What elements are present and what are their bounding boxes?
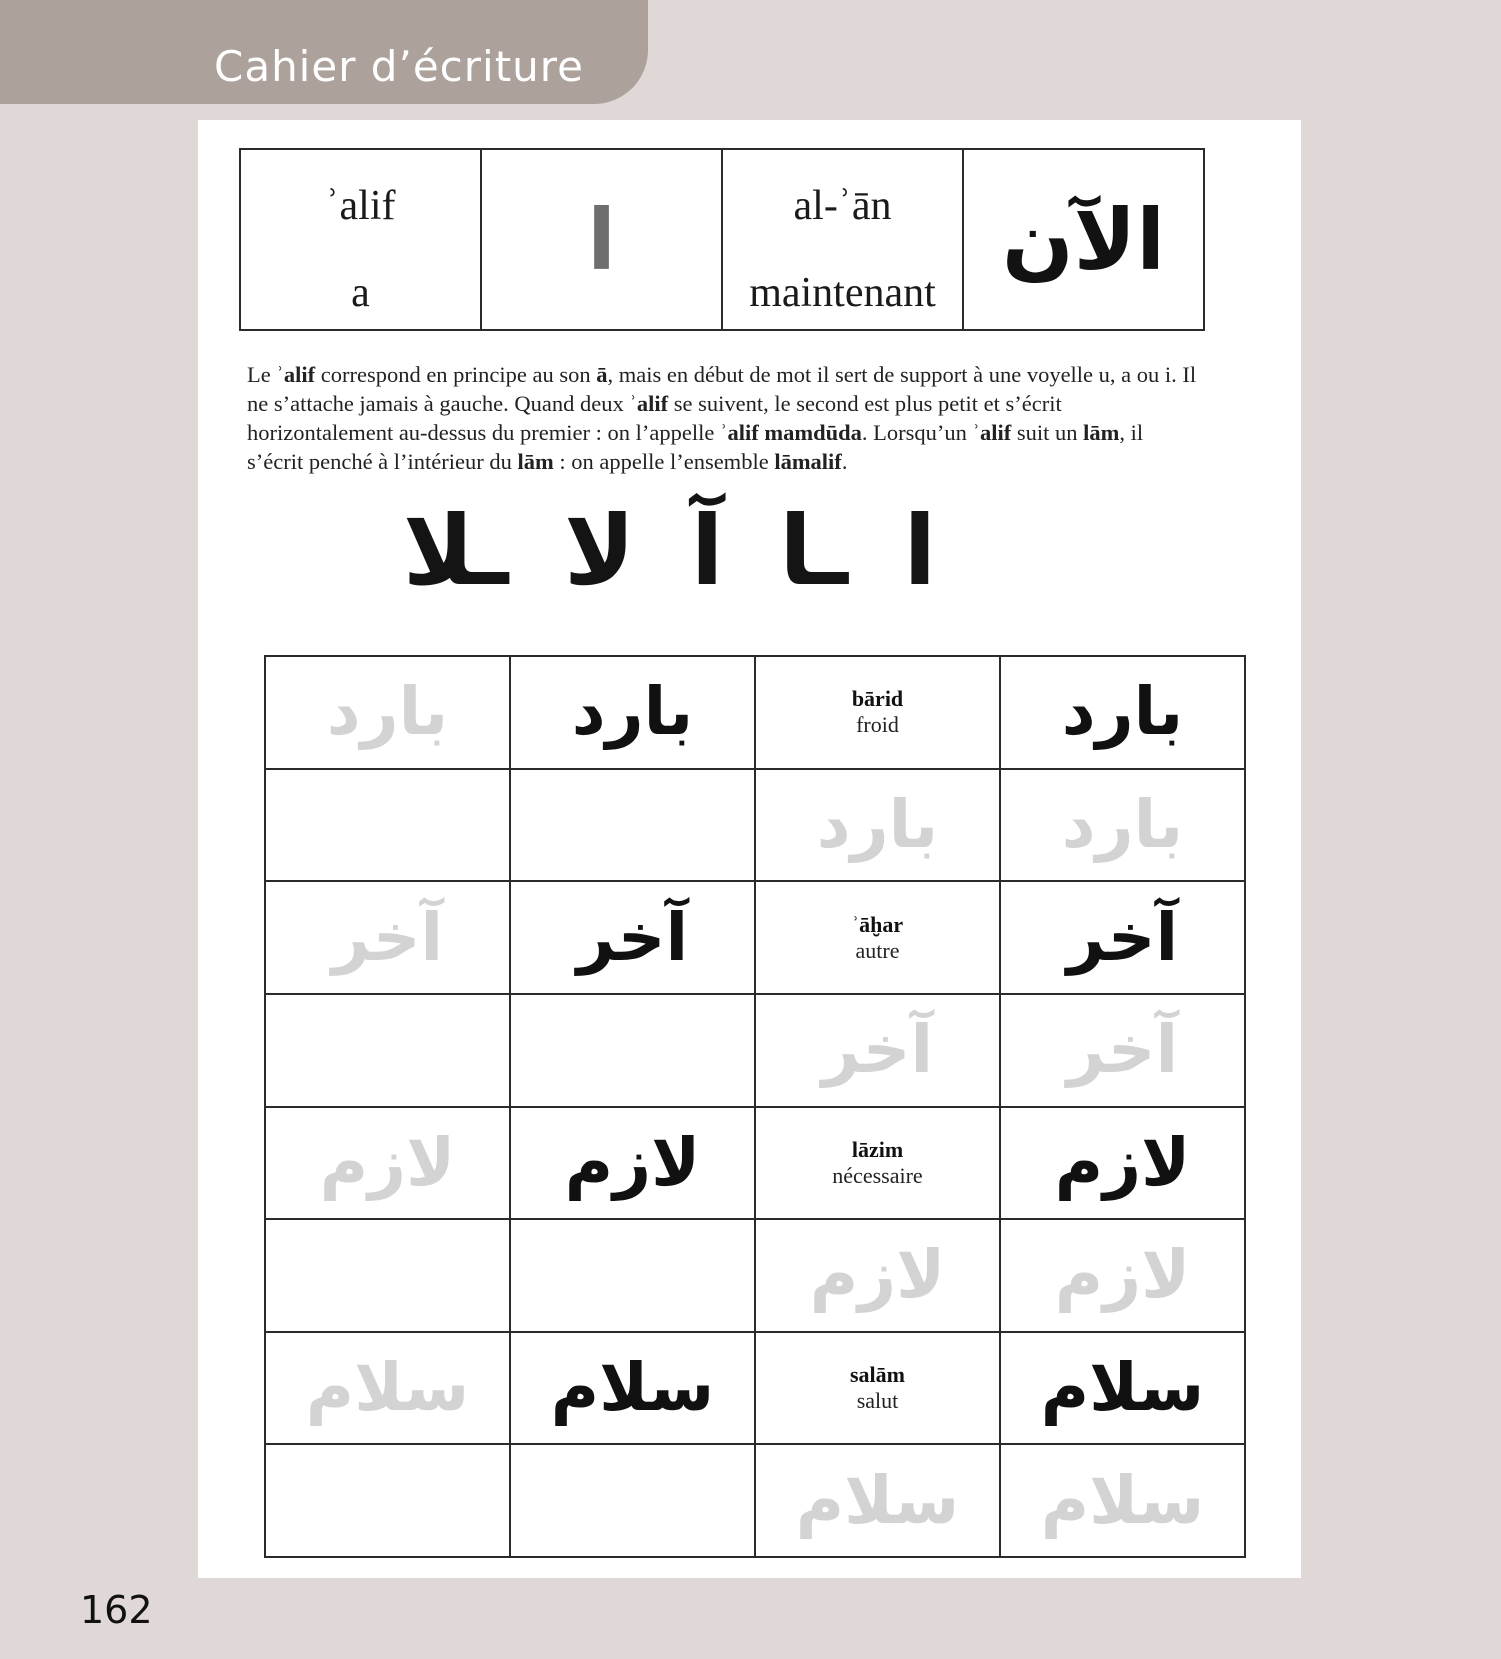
trace-cell[interactable]: [1000, 994, 1245, 1107]
page-number: 162: [80, 1588, 153, 1632]
word-info-cell: [755, 1107, 1000, 1220]
trace-word: سلام: [795, 1461, 960, 1539]
word-info-cell: [755, 656, 1000, 769]
letter-glyph: ا: [587, 190, 616, 289]
model-cell: [510, 1107, 755, 1220]
word-meaning: salut: [856, 1388, 899, 1414]
model-word: بارد: [571, 673, 694, 751]
trace-cell[interactable]: [755, 1444, 1000, 1557]
trace-cell[interactable]: [265, 656, 510, 769]
blank-cell[interactable]: [510, 769, 755, 882]
word-meaning: froid: [856, 712, 899, 738]
trace-word: بارد: [816, 785, 939, 863]
trace-cell[interactable]: [755, 994, 1000, 1107]
blank-cell[interactable]: [265, 994, 510, 1107]
trace-word: سلام: [1040, 1461, 1205, 1539]
letter-sound: a: [351, 270, 370, 316]
word-translit: salām: [850, 1362, 905, 1388]
trace-word: لازم: [809, 1236, 946, 1314]
trace-cell[interactable]: [1000, 1444, 1245, 1557]
trace-word: بارد: [1061, 785, 1184, 863]
header-tab: [0, 0, 648, 104]
trace-word: سلام: [305, 1349, 470, 1427]
blank-cell[interactable]: [265, 769, 510, 882]
word-cell: [1000, 1332, 1245, 1445]
trace-word: بارد: [326, 673, 449, 751]
example-meaning: maintenant: [749, 270, 936, 316]
blank-cell[interactable]: [510, 1219, 755, 1332]
practice-table: [264, 655, 1246, 1558]
model-word: لازم: [564, 1123, 701, 1201]
trace-cell[interactable]: [265, 1332, 510, 1445]
model-word: سلام: [550, 1349, 715, 1427]
trace-word: آخر: [1066, 1011, 1179, 1089]
word-cell: [1000, 1107, 1245, 1220]
trace-cell[interactable]: [1000, 1219, 1245, 1332]
trace-cell[interactable]: [1000, 769, 1245, 882]
word-meaning: nécessaire: [832, 1162, 923, 1188]
main-word: لازم: [1054, 1123, 1191, 1201]
blank-cell[interactable]: [510, 1444, 755, 1557]
example-translit-cell: [722, 149, 963, 330]
word-translit: ʾāḫar: [851, 911, 904, 937]
trace-word: لازم: [1054, 1236, 1191, 1314]
trace-word: لازم: [319, 1123, 456, 1201]
main-word: آخر: [1066, 898, 1179, 976]
trace-cell[interactable]: [265, 881, 510, 994]
example-word-cell: [963, 149, 1204, 330]
trace-word: آخر: [821, 1011, 934, 1089]
blank-cell[interactable]: [510, 994, 755, 1107]
page-title: Cahier d’écriture: [214, 42, 584, 91]
model-cell: [510, 656, 755, 769]
trace-cell[interactable]: [755, 1219, 1000, 1332]
blank-cell[interactable]: [265, 1444, 510, 1557]
worksheet-page: [198, 120, 1301, 1578]
main-word: سلام: [1040, 1349, 1205, 1427]
model-word: آخر: [576, 898, 689, 976]
letter-name: ʾalif: [325, 183, 396, 229]
main-word: بارد: [1061, 673, 1184, 751]
word-cell: [1000, 656, 1245, 769]
example-translit: al-ʾān: [793, 183, 892, 229]
word-info-cell: [755, 1332, 1000, 1445]
word-translit: lāzim: [851, 1136, 904, 1162]
trace-cell[interactable]: [755, 769, 1000, 882]
word-translit: bārid: [851, 686, 904, 712]
trace-cell[interactable]: [265, 1107, 510, 1220]
model-cell: [510, 1332, 755, 1445]
model-cell: [510, 881, 755, 994]
intro-table: [239, 148, 1205, 331]
explanation-paragraph: Le ʾalif correspond en principe au son ā, mais en début de mot il sert de support à une voyelle u, a ou i. Il ne s’attache jamais à gauche. Quand deux ʾalif se suivent, le second est plus petit et s’écrit horizontalement au-dessus du premier : on l’appelle ʾalif mamdūda. Lorsqu’un ʾalif suit un lām, il s’écrit penché à l’intérieur du lām : on appelle l’ensemble lāmalif.: [247, 362, 1197, 474]
word-cell: [1000, 881, 1245, 994]
letter-glyph-cell: [481, 149, 722, 330]
example-word: الآن: [1001, 190, 1166, 289]
word-info-cell: [755, 881, 1000, 994]
word-meaning: autre: [855, 937, 900, 963]
letter-forms: ا ـا آ لا ـلا: [402, 495, 937, 607]
trace-word: آخر: [331, 898, 444, 976]
blank-cell[interactable]: [265, 1219, 510, 1332]
letter-name-cell: [240, 149, 481, 330]
